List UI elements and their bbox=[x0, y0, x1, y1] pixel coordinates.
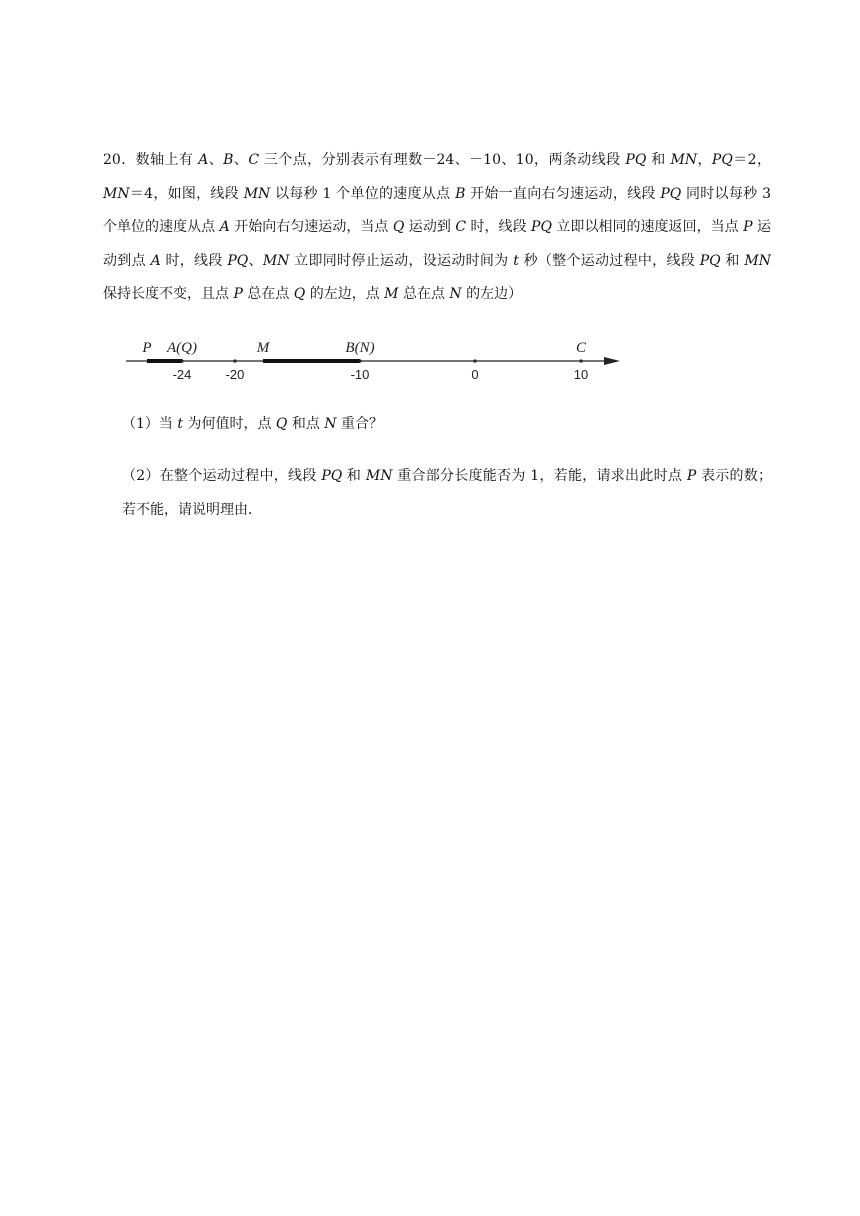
problem-text: 数轴上有 A、B、C 三个点，分别表示有理数－24、－10、10，两条动线段 PQ 和 MN，PQ＝2，MN＝4，如图，线段 MN 以每秒 1 个单位的速度从点 B 开始一直向右匀速运动，线段 PQ 同时以每秒 3 个单位的速度从点 A 开始向右匀速运动，当点 Q 运动到 C 时，线段 PQ 立即以相同的速度返回，当点 P 运动到点 A 时，线段 PQ、MN 立即同时停止运动，设运动时间为 t 秒（整个运动过程中，线段 PQ 和 MN 保持长度不变，且点 P 总在点 Q 的左边，点 M 总在点 N 的左边） bbox=[103, 152, 772, 302]
tick-mark bbox=[180, 359, 183, 362]
tick-mark bbox=[233, 359, 236, 362]
tick-label: -24 bbox=[172, 367, 192, 382]
point-label: C bbox=[575, 340, 587, 356]
point-label: P bbox=[142, 340, 152, 356]
tick-label: -20 bbox=[225, 367, 245, 382]
number-line-figure bbox=[120, 332, 620, 392]
point-label: A(Q) bbox=[167, 340, 197, 356]
tick-mark bbox=[358, 359, 361, 362]
problem-number: 20． bbox=[103, 152, 136, 168]
number-line-arrow bbox=[604, 357, 620, 365]
question-1: （1）当 t 为何值时，点 Q 和点 N 重合？ bbox=[122, 416, 383, 432]
tick-mark bbox=[579, 359, 582, 362]
tick-label: 10 bbox=[573, 367, 589, 382]
tick-mark bbox=[473, 359, 476, 362]
tick-label: -10 bbox=[350, 367, 370, 382]
tick-label: 0 bbox=[471, 367, 479, 382]
point-label: B(N) bbox=[345, 340, 375, 356]
question-2: （2）在整个运动过程中，线段 PQ 和 MN 重合部分长度能否为 1，若能，请求出此时点 P 表示的数；若不能，请说明理由． bbox=[122, 468, 773, 518]
problem-20 bbox=[103, 144, 771, 312]
point-label: M bbox=[256, 340, 270, 356]
